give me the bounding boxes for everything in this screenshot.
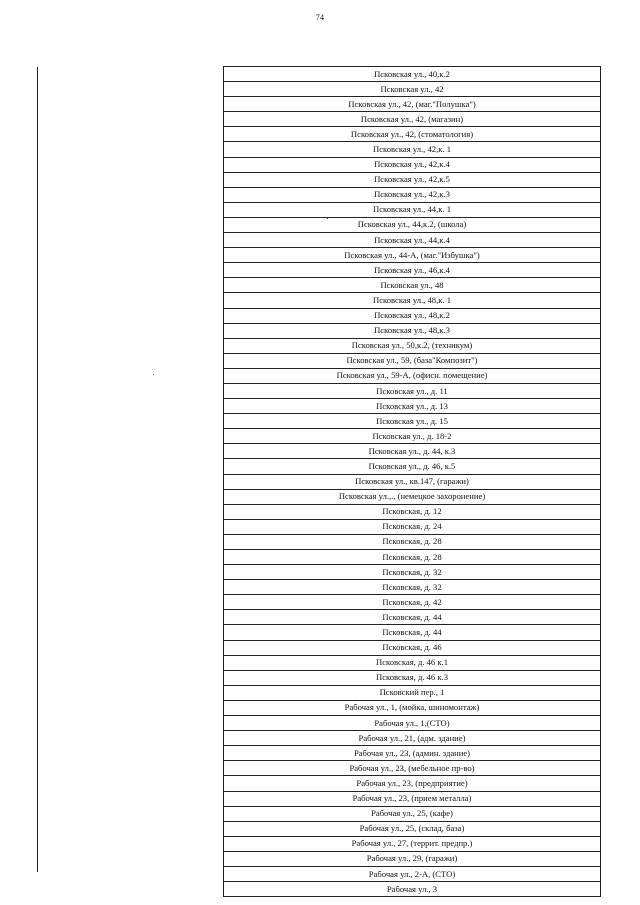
address-cell: Псковская ул., 40,к.2	[224, 67, 601, 82]
table-row	[224, 308, 601, 323]
address-cell: Псковская ул., 48	[224, 278, 601, 293]
table-row	[224, 791, 601, 806]
table-row	[224, 565, 601, 580]
table-row	[224, 112, 601, 127]
table-row	[224, 655, 601, 670]
table-row	[224, 414, 601, 429]
address-cell: Псковская ул., 42	[224, 82, 601, 97]
address-cell: Псковская ул., д. 11	[224, 383, 601, 398]
address-cell: Псковская ул., д. 46, к.5	[224, 459, 601, 474]
address-cell: Псковская, д. 46 к.3	[224, 670, 601, 685]
table-row	[224, 429, 601, 444]
table-row	[224, 776, 601, 791]
address-cell: Псковская ул., д. 18-2	[224, 429, 601, 444]
table-row	[224, 806, 601, 821]
table-row	[224, 263, 601, 278]
address-cell: Псковская ул., 44-А, (маг."Избушка")	[224, 248, 601, 263]
table-row	[224, 474, 601, 489]
address-cell: Псковская ул., 42,к.5	[224, 172, 601, 187]
table-row	[224, 217, 601, 232]
address-cell: Псковская ул., 44,к.2, (школа)	[224, 217, 601, 232]
address-cell: Псковская ул., 44,к. 1	[224, 202, 601, 217]
address-cell: Рабочая ул., 2-А, (СТО)	[224, 866, 601, 881]
table-row	[224, 293, 601, 308]
address-cell: Псковская ул., д. 44, к.3	[224, 444, 601, 459]
address-cell: Псковская ул., 59-А, (офисн. помещение)	[224, 368, 601, 383]
table-row	[224, 399, 601, 414]
table-row	[224, 836, 601, 851]
page-number: 74	[315, 13, 325, 22]
table-row	[224, 625, 601, 640]
address-cell: Псковская, д. 42	[224, 595, 601, 610]
table-row	[224, 851, 601, 866]
table-row	[224, 821, 601, 836]
table-row	[224, 82, 601, 97]
table-row	[224, 97, 601, 112]
table-row	[224, 716, 601, 731]
address-cell: Псковская ул., 42, (стоматология)	[224, 127, 601, 142]
address-cell: Псковская, д. 24	[224, 519, 601, 534]
table-row	[224, 459, 601, 474]
address-cell: Рабочая ул., 3	[224, 882, 601, 897]
address-table	[223, 66, 601, 897]
table-row	[224, 489, 601, 504]
table-row	[224, 550, 601, 565]
address-cell: Псковская ул., д. 15	[224, 414, 601, 429]
address-cell: Псковская ул., 42,к. 1	[224, 142, 601, 157]
address-cell: Рабочая ул., 23, (прием металла)	[224, 791, 601, 806]
table-row	[224, 504, 601, 519]
address-cell: Псковская ул., 42,к.3	[224, 187, 601, 202]
table-row	[224, 700, 601, 715]
table-row	[224, 383, 601, 398]
address-cell: Псковский пер., 1	[224, 685, 601, 700]
table-row	[224, 610, 601, 625]
table-row	[224, 323, 601, 338]
table-row	[224, 685, 601, 700]
address-cell: Псковская, д. 46	[224, 640, 601, 655]
left-margin-rule	[37, 67, 38, 872]
table-row	[224, 233, 601, 248]
address-cell: Псковская ул., 59, (база"Композит")	[224, 353, 601, 368]
table-row	[224, 731, 601, 746]
table-row	[224, 882, 601, 897]
address-cell: Псковская, д. 28	[224, 550, 601, 565]
address-cell: Рабочая ул., 1, (мойка, шиномонтаж)	[224, 700, 601, 715]
table-row	[224, 157, 601, 172]
table-row	[224, 202, 601, 217]
address-cell: Рабочая ул., 25, (кафе)	[224, 806, 601, 821]
table-row	[224, 519, 601, 534]
address-cell: Псковская, д. 44	[224, 610, 601, 625]
table-row	[224, 866, 601, 881]
address-cell: Псковская, д. 32	[224, 565, 601, 580]
address-cell: Псковская ул., 42, (магазин)	[224, 112, 601, 127]
table-row	[224, 248, 601, 263]
table-row	[224, 746, 601, 761]
table-row	[224, 534, 601, 549]
address-cell: Рабочая ул., 27, (террит. предпр.)	[224, 836, 601, 851]
address-cell: Рабочая ул., 21, (адм. здание)	[224, 731, 601, 746]
address-table-body	[224, 67, 601, 897]
scan-speck	[153, 374, 154, 375]
address-cell: Псковская, д. 28	[224, 534, 601, 549]
address-cell: Псковская ул., д. 13	[224, 399, 601, 414]
address-cell: Псковская ул.,., (немецкое захоронение)	[224, 489, 601, 504]
table-row	[224, 67, 601, 82]
address-cell: Псковская ул., 42,к.4	[224, 157, 601, 172]
address-cell: Псковская, д. 44	[224, 625, 601, 640]
address-cell: Псковская ул., 42, (маг."Полушка")	[224, 97, 601, 112]
address-cell: Рабочая ул., 23, (предприятие)	[224, 776, 601, 791]
table-row	[224, 127, 601, 142]
table-row	[224, 278, 601, 293]
table-row	[224, 580, 601, 595]
address-cell: Псковская ул., кв.147, (гаражи)	[224, 474, 601, 489]
address-cell: Псковская ул., 48,к.2	[224, 308, 601, 323]
table-row	[224, 670, 601, 685]
address-cell: Рабочая ул., 1,(СТО)	[224, 716, 601, 731]
address-cell: Псковская, д. 46 к.1	[224, 655, 601, 670]
address-cell: Псковская ул., 50,к.2, (техникум)	[224, 338, 601, 353]
address-cell: Псковская ул., 48,к.3	[224, 323, 601, 338]
table-row	[224, 187, 601, 202]
table-row	[224, 368, 601, 383]
table-row	[224, 338, 601, 353]
address-cell: Псковская ул., 46,к.4	[224, 263, 601, 278]
table-row	[224, 595, 601, 610]
table-row	[224, 761, 601, 776]
table-row	[224, 640, 601, 655]
table-row	[224, 172, 601, 187]
table-row	[224, 353, 601, 368]
address-cell: Рабочая ул., 23, (админ. здание)	[224, 746, 601, 761]
address-cell: Псковская ул., 44,к.4	[224, 233, 601, 248]
table-row	[224, 142, 601, 157]
address-cell: Рабочая ул., 29, (гаражи)	[224, 851, 601, 866]
address-cell: Псковская ул., 48,к. 1	[224, 293, 601, 308]
address-cell: Рабочая ул., 25, (склад, база)	[224, 821, 601, 836]
address-cell: Псковская, д. 12	[224, 504, 601, 519]
address-cell: Рабочая ул., 23, (мебельное пр-во)	[224, 761, 601, 776]
address-cell: Псковская, д. 32	[224, 580, 601, 595]
table-row	[224, 444, 601, 459]
